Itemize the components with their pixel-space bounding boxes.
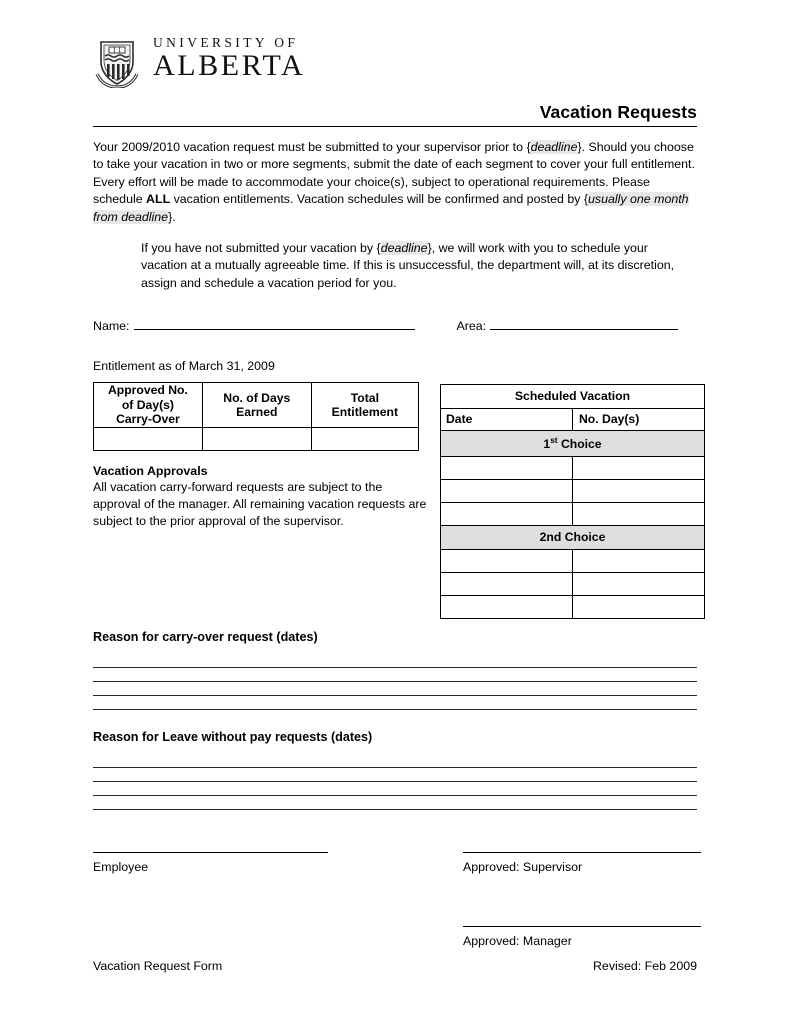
leave-without-pay-lines	[93, 754, 697, 810]
second-choice-header: 2nd Choice	[441, 526, 705, 550]
deadline-field-3: deadline	[380, 241, 428, 256]
deadline-field-1: deadline	[530, 140, 578, 154]
table-row	[441, 457, 705, 480]
first-choice-word: Choice	[557, 437, 602, 452]
table-row	[441, 550, 705, 573]
intro-p1-text-c: vacation entitlements. Vacation schedules will be confirmed and posted by {	[170, 192, 588, 207]
scheduled-header-date: Date	[441, 409, 573, 431]
entitlement-header-days-earned-line1: No. of Days	[223, 390, 291, 405]
carry-over-reason-line-2[interactable]	[93, 668, 697, 682]
vacation-approvals-text: All vacation carry-forward requests are subject to the approval of the manager. All remaining vacation requests are subject to the prior approval of the supervisor.	[93, 480, 427, 529]
entitlement-as-of-label: Entitlement as of March 31, 2009	[93, 359, 275, 374]
table-header-row	[441, 385, 705, 409]
employee-signature-label: Employee	[93, 860, 149, 875]
document-header	[93, 0, 697, 88]
document-content	[93, 0, 697, 984]
entitlement-cell-days-earned[interactable]	[202, 428, 311, 451]
carry-over-reason-lines	[93, 654, 697, 710]
entitlement-cell-total[interactable]	[311, 428, 418, 451]
intro-p1-text-b: }. Should you choose to take your vacation in two or more segments, submit the date of each segment to cover your full entitlement. Every effort will be made to accommodate your choice(s), subject to operational requirements. Please schedule	[93, 140, 695, 207]
area-label: Area:	[456, 319, 487, 334]
title-divider	[93, 126, 697, 127]
tables-region	[93, 382, 697, 622]
intro-paragraph-1	[93, 139, 697, 226]
second-choice-days-1[interactable]	[573, 550, 705, 573]
employee-signature-line[interactable]	[93, 852, 328, 853]
wordmark-university: UNIVERSITY OF	[153, 35, 299, 50]
second-choice-date-1[interactable]	[441, 550, 573, 573]
leave-without-pay-line-1[interactable]	[93, 754, 697, 768]
deadline-field-2: usually one month from deadline	[93, 192, 689, 224]
carry-over-reason-line-3[interactable]	[93, 682, 697, 696]
entitlement-header-carry-over-line3: Carry-Over	[116, 412, 180, 427]
intro-p1-text-d: }.	[168, 209, 176, 224]
entitlement-header-carry-over-line1: Approved No.	[107, 383, 188, 398]
vacation-approvals-block	[93, 464, 428, 530]
table-row	[441, 596, 705, 619]
scheduled-vacation-title: Scheduled Vacation	[441, 385, 705, 409]
entitlement-header-carry-over	[94, 383, 203, 428]
leave-without-pay-heading: Reason for Leave without pay requests (dates)	[93, 730, 373, 745]
intro-p1-text-a: Your 2009/2010 vacation request must be submitted to your supervisor prior to {	[93, 140, 531, 154]
entitlement-cell-carry-over[interactable]	[94, 428, 203, 451]
first-choice-date-3[interactable]	[441, 503, 573, 526]
entitlement-header-carry-over-line2: of Day(s)	[121, 397, 174, 412]
university-crest-icon	[95, 38, 139, 88]
name-input[interactable]	[134, 317, 415, 330]
name-area-row	[93, 317, 697, 333]
manager-signature-group	[463, 926, 701, 948]
second-choice-date-3[interactable]	[441, 596, 573, 619]
entitlement-header-total	[311, 383, 418, 428]
first-choice-days-2[interactable]	[573, 480, 705, 503]
scheduled-vacation-table	[440, 384, 705, 619]
first-choice-date-1[interactable]	[441, 457, 573, 480]
second-choice-date-2[interactable]	[441, 573, 573, 596]
first-choice-date-2[interactable]	[441, 480, 573, 503]
page-title: Vacation Requests	[539, 102, 697, 122]
second-choice-days-3[interactable]	[573, 596, 705, 619]
carry-over-reason-line-1[interactable]	[93, 654, 697, 668]
first-choice-number: 1	[543, 437, 551, 452]
name-label: Name:	[93, 319, 130, 334]
table-row	[441, 480, 705, 503]
intro-p2-text-b: }, we will work with you to schedule your vacation at a mutually agreeable time. If this is unsuccessful, the department will, at its discretion, assign and schedule a vacation period for you.	[141, 241, 675, 290]
second-choice-days-2[interactable]	[573, 573, 705, 596]
intro-p2-text-a: If you have not submitted your vacation by {	[141, 241, 381, 256]
table-row	[94, 428, 419, 451]
footer-form-name: Vacation Request Form	[93, 959, 223, 973]
first-choice-days-1[interactable]	[573, 457, 705, 480]
carry-over-reason-heading: Reason for carry-over request (dates)	[93, 630, 318, 645]
first-choice-header	[441, 431, 705, 457]
supervisor-signature-label: Approved: Supervisor	[463, 860, 583, 875]
supervisor-signature-line[interactable]	[463, 852, 701, 853]
entitlement-header-days-earned	[202, 383, 311, 428]
carry-over-reason-line-4[interactable]	[93, 696, 697, 710]
leave-without-pay-line-3[interactable]	[93, 782, 697, 796]
first-choice-ordinal-suffix: st	[550, 435, 558, 446]
scheduled-header-days: No. Day(s)	[573, 409, 705, 431]
area-input[interactable]	[490, 317, 678, 330]
page-title-row	[93, 102, 697, 123]
intro-paragraph-2	[141, 240, 697, 292]
footer-revised-date: Revised: Feb 2009	[592, 959, 697, 973]
leave-without-pay-line-4[interactable]	[93, 796, 697, 810]
employee-signature-group	[93, 852, 328, 874]
table-subheader-row	[441, 409, 705, 431]
manager-signature-line[interactable]	[463, 926, 701, 927]
table-row	[441, 503, 705, 526]
entitlement-header-days-earned-line2: Earned	[236, 405, 278, 420]
wordmark-alberta: ALBERTA	[153, 48, 306, 82]
first-choice-days-3[interactable]	[573, 503, 705, 526]
table-header-row	[94, 383, 419, 428]
manager-signature-label: Approved: Manager	[463, 934, 572, 949]
choice-header-row	[441, 431, 705, 457]
vacation-approvals-heading: Vacation Approvals	[93, 464, 208, 479]
entitlement-table	[93, 382, 419, 451]
choice-header-row	[441, 526, 705, 550]
document-footer	[93, 959, 697, 973]
leave-without-pay-line-2[interactable]	[93, 768, 697, 782]
table-row	[441, 573, 705, 596]
university-wordmark	[153, 36, 305, 81]
supervisor-signature-group	[463, 852, 701, 874]
entitlement-header-total-line2: Entitlement	[331, 405, 399, 420]
intro-p1-emphasis-all: ALL	[146, 192, 171, 207]
entitlement-header-total-line1: Total	[350, 390, 379, 405]
